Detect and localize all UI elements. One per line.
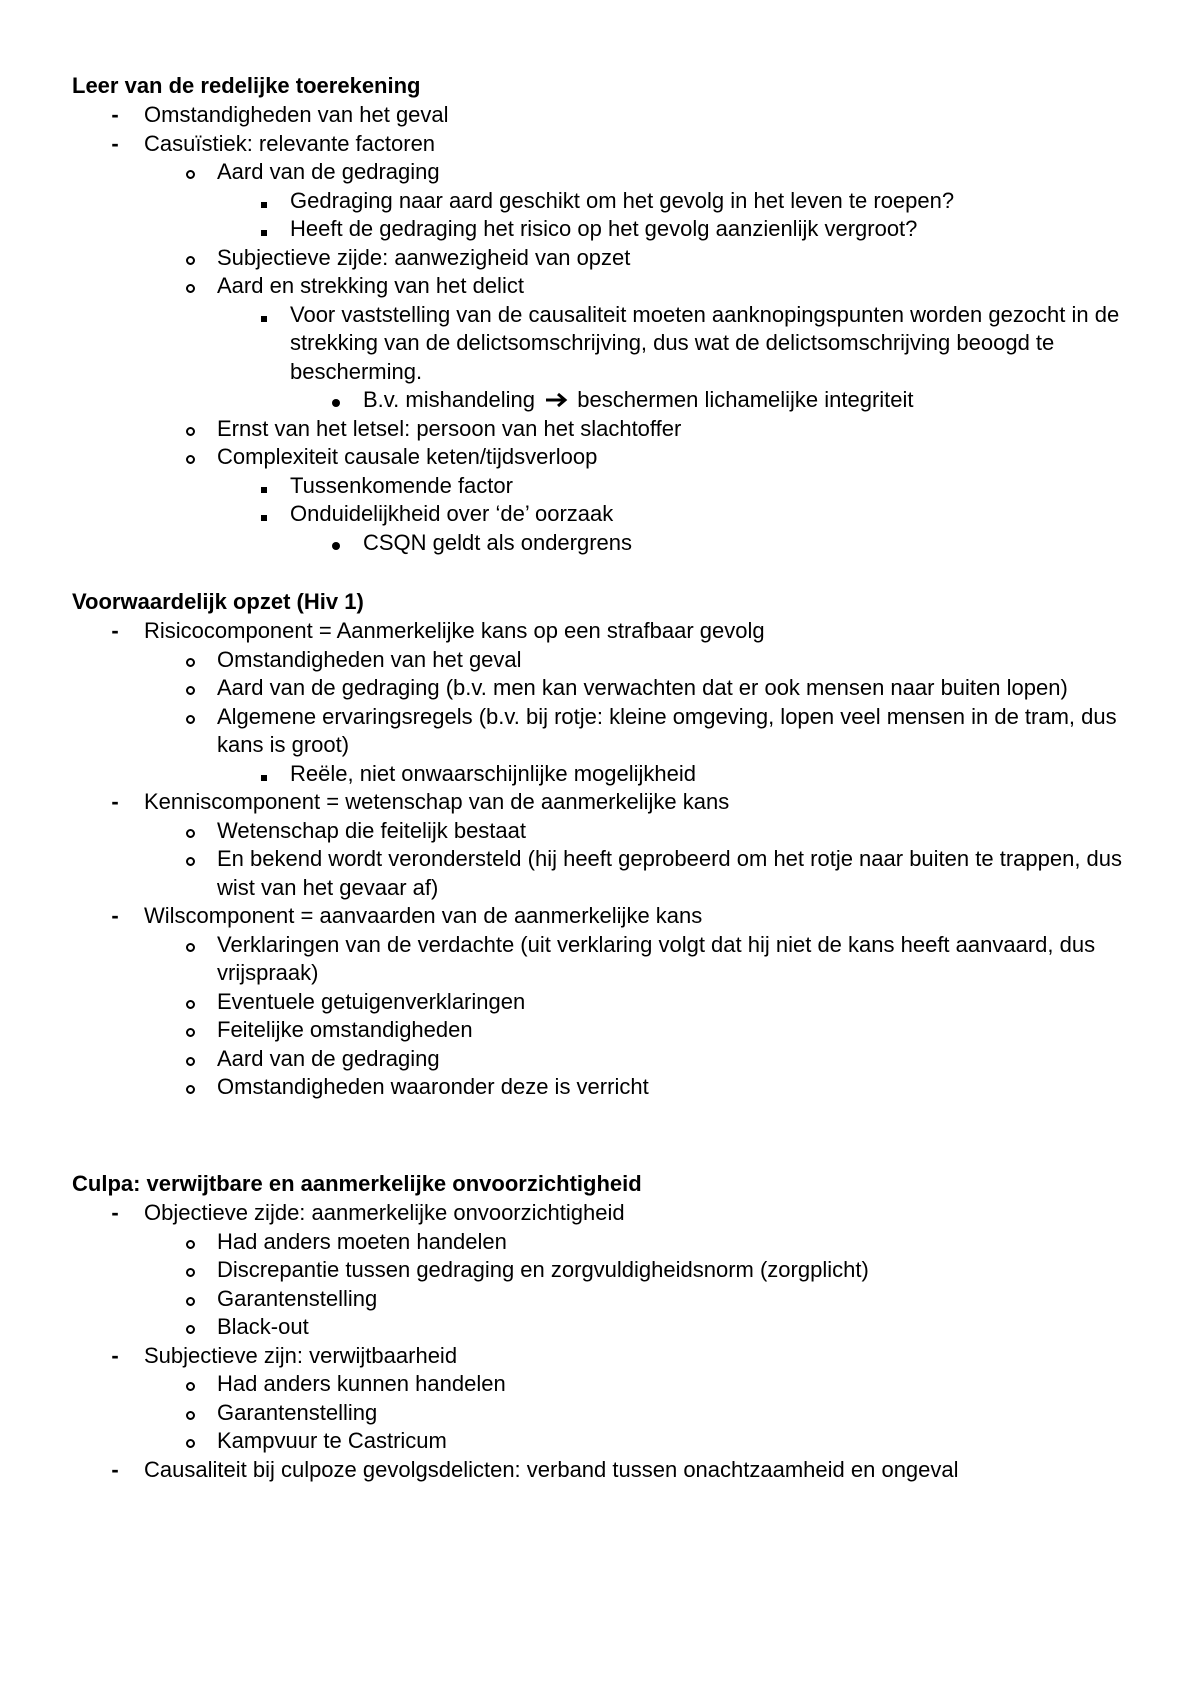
- circle-bullet-icon: [183, 1427, 197, 1456]
- list-item: [72, 415, 1132, 444]
- list-item-text: Gedraging naar aard geschikt om het gevolg in het leven te roepen?: [290, 187, 955, 213]
- section-heading: Leer van de redelijke toerekening: [72, 73, 421, 98]
- dash-bullet-icon: -: [111, 903, 119, 928]
- circle-bullet-icon: [183, 1016, 197, 1045]
- bullet-list: [72, 617, 1132, 1102]
- list-item-text: Kenniscomponent = wetenschap van de aanmerkelijke kans: [144, 789, 730, 814]
- section-heading: Culpa: verwijtbare en aanmerkelijke onvoorzichtigheid: [72, 1171, 642, 1196]
- list-item: [72, 1016, 1132, 1045]
- list-item-text: En bekend wordt verondersteld (hij heeft geprobeerd om het rotje naar buiten te trappen, dus wist van het gevaar af): [217, 846, 1123, 900]
- square-bullet-icon: [257, 760, 271, 789]
- circle-bullet-icon: [183, 1313, 197, 1342]
- list-item: [72, 272, 1132, 301]
- dash-bullet-icon: -: [111, 1342, 119, 1368]
- list-item-text: Onduidelijkheid over ‘de’ oorzaak: [290, 501, 614, 526]
- right-arrow-icon: [543, 392, 569, 408]
- circle-bullet-icon: [183, 272, 197, 301]
- list-item: [72, 788, 1132, 817]
- list-item: [72, 1427, 1132, 1456]
- circle-bullet-icon: [183, 1073, 197, 1102]
- list-item: [72, 244, 1132, 273]
- list-item-text: Garantenstelling: [217, 1399, 378, 1425]
- list-item: [72, 1045, 1132, 1074]
- list-item: [72, 443, 1132, 472]
- list-item-text: Had anders moeten handelen: [217, 1228, 507, 1254]
- list-item-text: Aard van de gedraging (b.v. men kan verwachten dat er ook mensen naar buiten lopen): [217, 675, 1068, 700]
- section-redelijke-toerekening: [72, 72, 1132, 557]
- list-item: [72, 617, 1132, 646]
- list-item-text: Objectieve zijde: aanmerkelijke onvoorzichtigheid: [144, 1200, 625, 1225]
- bullet-list: [72, 101, 1132, 557]
- circle-bullet-icon: [183, 158, 197, 187]
- list-item-text: Voor vaststelling van de causaliteit moeten aanknopingspunten worden gezocht in de strekking van de delictsomschrijving, dus wat de delictsomschrijving beoogd te bescherming.: [290, 301, 1120, 384]
- circle-bullet-icon: [183, 646, 197, 675]
- list-item-text: B.v. mishandeling: [363, 387, 536, 412]
- list-item: [72, 1228, 1132, 1257]
- list-item-text: Black-out: [217, 1314, 309, 1339]
- circle-bullet-icon: [183, 1370, 197, 1399]
- list-item: [72, 1285, 1132, 1314]
- list-item: [72, 845, 1132, 902]
- circle-bullet-icon: [183, 1228, 197, 1257]
- square-bullet-icon: [257, 215, 271, 244]
- list-item: [72, 1256, 1132, 1285]
- list-item: [72, 1342, 1132, 1371]
- list-item-text: Heeft de gedraging het risico op het gevolg aanzienlijk vergroot?: [290, 216, 918, 241]
- square-bullet-icon: [257, 472, 271, 501]
- list-item: [72, 703, 1132, 760]
- dot-bullet-icon: [329, 386, 343, 415]
- list-item-text: Feitelijke omstandigheden: [217, 1017, 473, 1042]
- list-item: [72, 1199, 1132, 1228]
- list-item: [72, 1399, 1132, 1428]
- circle-bullet-icon: [183, 1045, 197, 1074]
- list-item-text: Discrepantie tussen gedraging en zorgvuldigheidsnorm (zorgplicht): [217, 1257, 869, 1282]
- circle-bullet-icon: [183, 415, 197, 444]
- list-item: [72, 674, 1132, 703]
- list-item-text: Had anders kunnen handelen: [217, 1371, 506, 1396]
- circle-bullet-icon: [183, 674, 197, 703]
- list-item-text: Subjectieve zijde: aanwezigheid van opzet: [217, 244, 631, 270]
- dot-bullet-icon: [329, 529, 343, 558]
- list-item: [72, 215, 1132, 244]
- list-item: [72, 988, 1132, 1017]
- list-item-text: Garantenstelling: [217, 1285, 378, 1311]
- list-item: [72, 646, 1132, 675]
- circle-bullet-icon: [183, 244, 197, 273]
- section-culpa: [72, 1170, 1132, 1484]
- list-item-text: Wilscomponent = aanvaarden van de aanmerkelijke kans: [144, 903, 703, 928]
- list-item: [72, 1313, 1132, 1342]
- list-item: [72, 500, 1132, 529]
- list-item-text: Subjectieve zijn: verwijtbaarheid: [144, 1342, 458, 1368]
- dash-bullet-icon: -: [111, 1200, 119, 1225]
- list-item: [72, 1370, 1132, 1399]
- list-item: [72, 1073, 1132, 1102]
- section-heading: Voorwaardelijk opzet (Hiv 1): [72, 589, 364, 614]
- section-voorwaardelijk-opzet: [72, 588, 1132, 1102]
- list-item-text: Casuïstiek: relevante factoren: [144, 130, 436, 156]
- list-item: [72, 529, 1132, 558]
- list-item: [72, 187, 1132, 216]
- list-item-text: Causaliteit bij culpoze gevolgsdelicten: verband tussen onachtzaamheid en ongeval: [144, 1456, 959, 1482]
- circle-bullet-icon: [183, 1256, 197, 1285]
- circle-bullet-icon: [183, 1285, 197, 1314]
- list-item: [72, 301, 1132, 387]
- list-item: [72, 130, 1132, 159]
- list-item-text: Ernst van het letsel: persoon van het slachtoffer: [217, 415, 682, 441]
- list-item-text: Aard van de gedraging: [217, 1045, 440, 1071]
- bullet-list: [72, 1199, 1132, 1484]
- list-item: [72, 1456, 1132, 1485]
- dash-bullet-icon: -: [111, 789, 119, 814]
- list-item-text: Reële, niet onwaarschijnlijke mogelijkheid: [290, 760, 696, 786]
- circle-bullet-icon: [183, 443, 197, 472]
- circle-bullet-icon: [183, 988, 197, 1017]
- list-item-text: Omstandigheden van het geval: [217, 646, 522, 672]
- square-bullet-icon: [257, 187, 271, 216]
- list-item-text: Algemene ervaringsregels (b.v. bij rotje: kleine omgeving, lopen veel mensen in de tram, dus kans is groot): [217, 703, 1117, 757]
- list-item-text-after: beschermen lichamelijke integriteit: [577, 387, 914, 412]
- circle-bullet-icon: [183, 1399, 197, 1428]
- list-item-text: Kampvuur te Castricum: [217, 1428, 447, 1453]
- list-item: [72, 386, 1132, 415]
- list-item-text: Wetenschap die feitelijk bestaat: [217, 817, 526, 843]
- list-item-text: Omstandigheden waaronder deze is verricht: [217, 1074, 649, 1099]
- circle-bullet-icon: [183, 845, 197, 874]
- list-item: [72, 760, 1132, 789]
- list-item-text: Complexiteit causale keten/tijdsverloop: [217, 444, 598, 469]
- list-item-text: Tussenkomende factor: [290, 472, 513, 498]
- circle-bullet-icon: [183, 817, 197, 846]
- list-item: [72, 101, 1132, 130]
- circle-bullet-icon: [183, 931, 197, 960]
- list-item-text: Aard en strekking van het delict: [217, 273, 524, 298]
- dash-bullet-icon: -: [111, 130, 119, 156]
- list-item-text: Risicocomponent = Aanmerkelijke kans op een strafbaar gevolg: [144, 618, 765, 643]
- list-item: [72, 817, 1132, 846]
- dash-bullet-icon: -: [111, 1456, 119, 1482]
- list-item: [72, 158, 1132, 187]
- list-item: [72, 931, 1132, 988]
- square-bullet-icon: [257, 500, 271, 529]
- list-item-text: CSQN geldt als ondergrens: [363, 529, 633, 555]
- circle-bullet-icon: [183, 703, 197, 732]
- square-bullet-icon: [257, 301, 271, 330]
- list-item-text: Omstandigheden van het geval: [144, 102, 449, 127]
- dash-bullet-icon: -: [111, 102, 119, 127]
- list-item: [72, 472, 1132, 501]
- dash-bullet-icon: -: [111, 618, 119, 643]
- list-item-text: Aard van de gedraging: [217, 159, 440, 184]
- list-item-text: Verklaringen van de verdachte (uit verklaring volgt dat hij niet de kans heeft aanvaard, dus vrijspraak): [217, 931, 1096, 985]
- list-item: [72, 902, 1132, 931]
- list-item-text: Eventuele getuigenverklaringen: [217, 988, 526, 1014]
